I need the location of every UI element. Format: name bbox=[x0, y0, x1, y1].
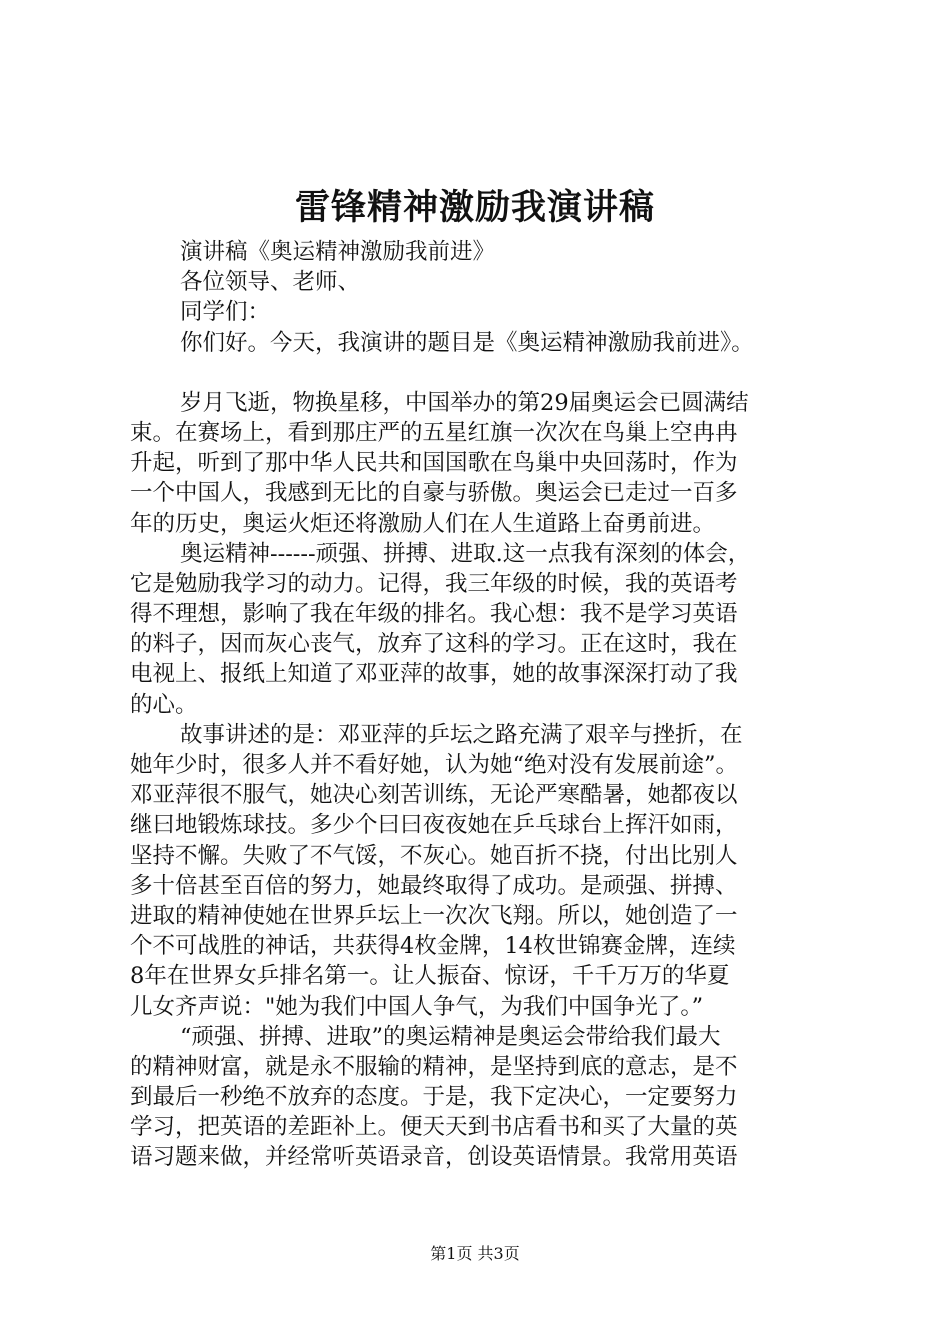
paragraph-1 bbox=[130, 388, 834, 539]
paragraph-line: 的料子，因而灰心丧气，放弃了这科的学习。正在这时，我在 bbox=[130, 631, 738, 658]
paragraph-line: 个不可战胜的神话，共获得4枚金牌，14枚世锦赛金牌，连续 bbox=[130, 933, 736, 960]
document-title: 雷锋精神激励我演讲稿 bbox=[294, 187, 655, 228]
paragraph-line: 电视上、报纸上知道了邓亚萍的故事，她的故事深深打动了我 bbox=[130, 661, 738, 688]
paragraph-line: 学习，把英语的差距补上。便天天到书店看书和买了大量的英 bbox=[130, 1114, 738, 1141]
paragraph-line: 到最后一秒绝不放弃的态度。于是，我下定决心，一定要努力 bbox=[130, 1084, 738, 1111]
paragraph-line: 坚持不懈。失败了不气馁，不灰心。她百折不挠，付出比别人 bbox=[130, 842, 738, 869]
paragraph-line: 8年在世界女乒排名第一。让人振奋、惊讶，千千万万的华夏 bbox=[130, 963, 730, 990]
header-line-greeting-students: 同学们： bbox=[180, 299, 271, 326]
paragraph-line: 的精神财富，就是永不服输的精神，是坚持到底的意志，是不 bbox=[130, 1053, 738, 1080]
paragraph-line: 岁月飞逝，物换星移，中国举办的第29届奥运会已圆满结 bbox=[180, 389, 749, 416]
paragraph-line: 束。在赛场上，看到那庄严的五星红旗一次次在鸟巢上空冉冉 bbox=[130, 419, 738, 446]
paragraph-4 bbox=[130, 1022, 834, 1173]
paragraph-line: 她年少时，很多人并不看好她，认为她“绝对没有发展前途”。 bbox=[130, 752, 739, 778]
paragraph-2 bbox=[130, 539, 834, 720]
page-footer: 第1页 共3页 bbox=[430, 1244, 520, 1263]
paragraph-line: 它是勉励我学习的动力。记得，我三年级的时候，我的英语考 bbox=[130, 570, 738, 597]
paragraph-3 bbox=[130, 720, 834, 1022]
header-line-greeting-leaders: 各位领导、老师、 bbox=[180, 269, 361, 296]
paragraph-line: 年的历史，奥运火炬还将激励人们在人生道路上奋勇前进。 bbox=[130, 510, 716, 537]
paragraph-line: 进取的精神使她在世界乒坛上一次次飞翔。所以，她创造了一 bbox=[130, 902, 738, 929]
paragraph-line: 的心。 bbox=[130, 691, 198, 718]
paragraph-line: 邓亚萍很不服气，她决心刻苦训练，无论严寒酷暑，她都夜以 bbox=[130, 782, 738, 809]
document-body bbox=[130, 237, 834, 1173]
paragraph-line: 儿女齐声说："她为我们中国人争气，为我们中国争光了。” bbox=[130, 993, 704, 1020]
paragraph-line: 一个中国人，我感到无比的自豪与骄傲。奥运会已走过一百多 bbox=[130, 480, 738, 507]
paragraph-line: 得不理想，影响了我在年级的排名。我心想：我不是学习英语 bbox=[130, 601, 738, 628]
paragraph-line: 继曰地锻炼球技。多少个曰曰夜夜她在乒乓球台上挥汗如雨， bbox=[130, 812, 738, 839]
paragraph-line: 语习题来做，并经常听英语录音，创设英语情景。我常用英语 bbox=[130, 1144, 738, 1171]
header-line-opening: 你们好。今天，我演讲的题目是《奥运精神激励我前进》。 bbox=[180, 329, 754, 356]
paragraph-line: 升起，听到了那中华人民共和国国歌在鸟巢中央回荡时，作为 bbox=[130, 450, 738, 477]
paragraph-spacer bbox=[130, 358, 834, 388]
paragraph-line: 故事讲述的是：邓亚萍的乒坛之路充满了艰辛与挫折，在 bbox=[180, 721, 743, 748]
paragraph-line: “顽强、拼搏、进取”的奥运精神是奥运会带给我们最大 bbox=[180, 1023, 721, 1050]
paragraph-line: 多十倍甚至百倍的努力，她最终取得了成功。是顽强、拼搏、 bbox=[130, 872, 738, 899]
paragraph-line: 奥运精神------顽强、拼搏、进取.这一点我有深刻的体会， bbox=[180, 540, 751, 567]
header-line-speech-title: 演讲稿《奥运精神激励我前进》 bbox=[180, 239, 496, 265]
